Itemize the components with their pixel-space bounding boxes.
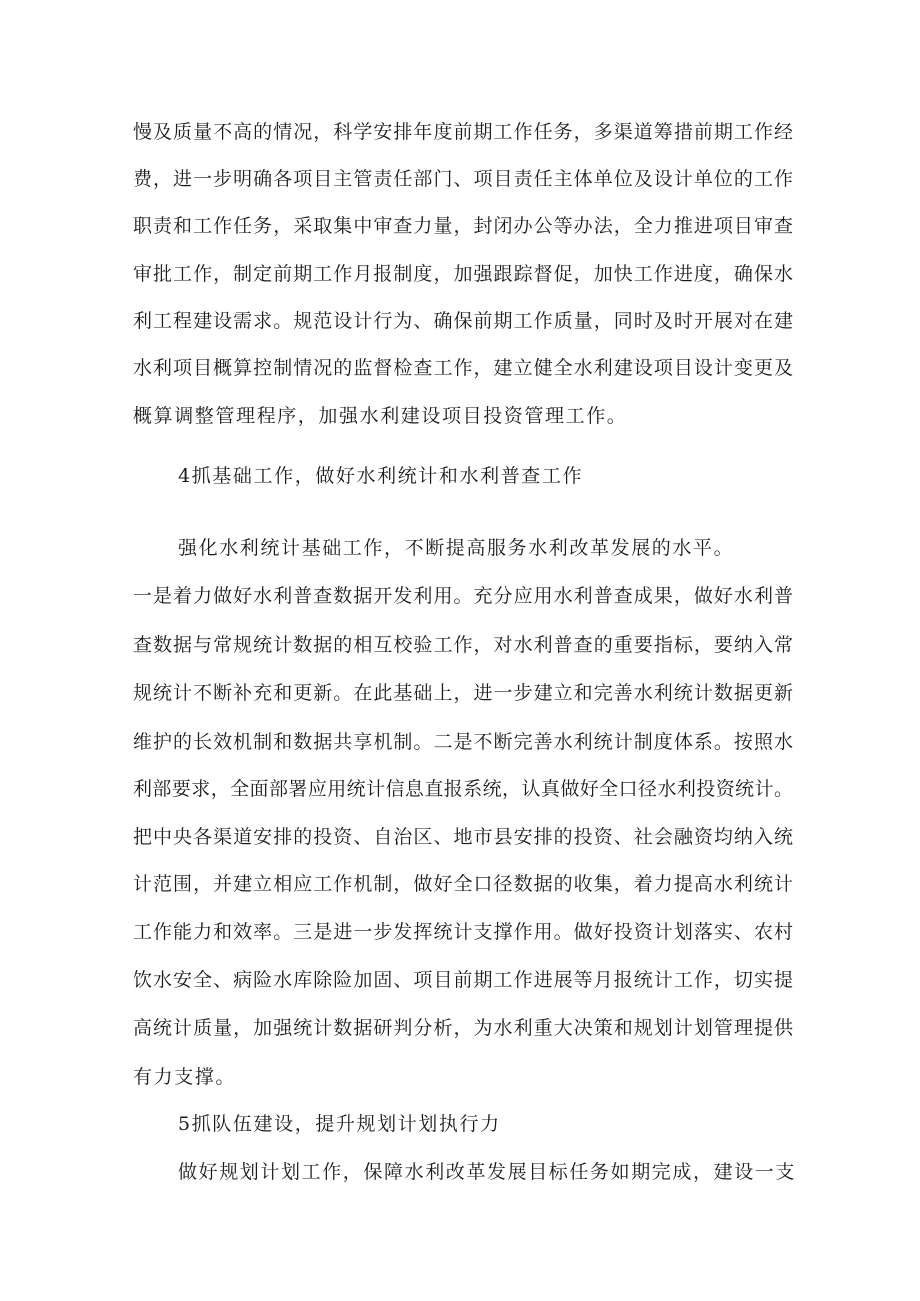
paragraph-line: 计范围，并建立相应工作机制，做好全口径数据的收集，着力提高水利统计 [133, 873, 793, 895]
paragraph-line: 有力支撑。 [133, 1066, 237, 1088]
paragraph-line: 费，进一步明确各项目主管责任部门、项目责任主体单位及设计单位的工作 [133, 168, 793, 190]
paragraph-line: 做好规划计划工作，保障水利改革发展目标任务如期完成，建设一支 [178, 1161, 797, 1183]
paragraph-line: 饮水安全、病险水库除险加固、项目前期工作进展等月报统计工作，切实提 [133, 969, 793, 991]
paragraph-line: 审批工作，制定前期工作月报制度，加强跟踪督促，加快工作进度，确保水 [133, 263, 793, 285]
paragraph-line: 维护的长效机制和数据共享机制。二是不断完善水利统计制度体系。按照水 [133, 731, 793, 753]
paragraph-line: 规统计不断补充和更新。在此基础上，进一步建立和完善水利统计数据更新 [133, 682, 793, 704]
paragraph-line: 利工程建设需求。规范设计行为、确保前期工作质量，同时及时开展对在建 [133, 310, 793, 332]
paragraph-line: 查数据与常规统计数据的相互校验工作，对水利普查的重要指标，要纳入常 [133, 634, 793, 656]
paragraph-line: 概算调整管理程序，加强水利建设项目投资管理工作。 [133, 405, 628, 427]
paragraph-line: 慢及质量不高的情况，科学安排年度前期工作任务，多渠道筹措前期工作经 [133, 121, 793, 143]
paragraph-line: 水利项目概算控制情况的监督检查工作，建立健全水利建设项目设计变更及 [133, 357, 793, 379]
paragraph-line: 职责和工作任务，采取集中审查力量，封闭办公等办法，全力推进项目审查 [133, 215, 793, 237]
paragraph-line: 高统计质量，加强统计数据研判分析，为水利重大决策和规划计划管理提供 [133, 1017, 793, 1039]
section-heading-5: 5抓队伍建设，提升规划计划执行力 [178, 1113, 501, 1135]
section-heading-4: 4抓基础工作，做好水利统计和水利普查工作 [178, 465, 584, 487]
paragraph-line: 一是着力做好水利普查数据开发利用。充分应用水利普查成果，做好水利普 [133, 585, 793, 607]
paragraph-line: 把中央各渠道安排的投资、自治区、地市县安排的投资、社会融资均纳入统 [133, 826, 793, 848]
paragraph-intro: 强化水利统计基础工作，不断提高服务水利改革发展的水平。 [178, 537, 735, 559]
paragraph-line: 工作能力和效率。三是进一步发挥统计支撑作用。做好投资计划落实、农村 [133, 921, 793, 943]
paragraph-line: 利部要求，全面部署应用统计信息直报系统，认真做好全口径水利投资统计。 [133, 778, 793, 800]
